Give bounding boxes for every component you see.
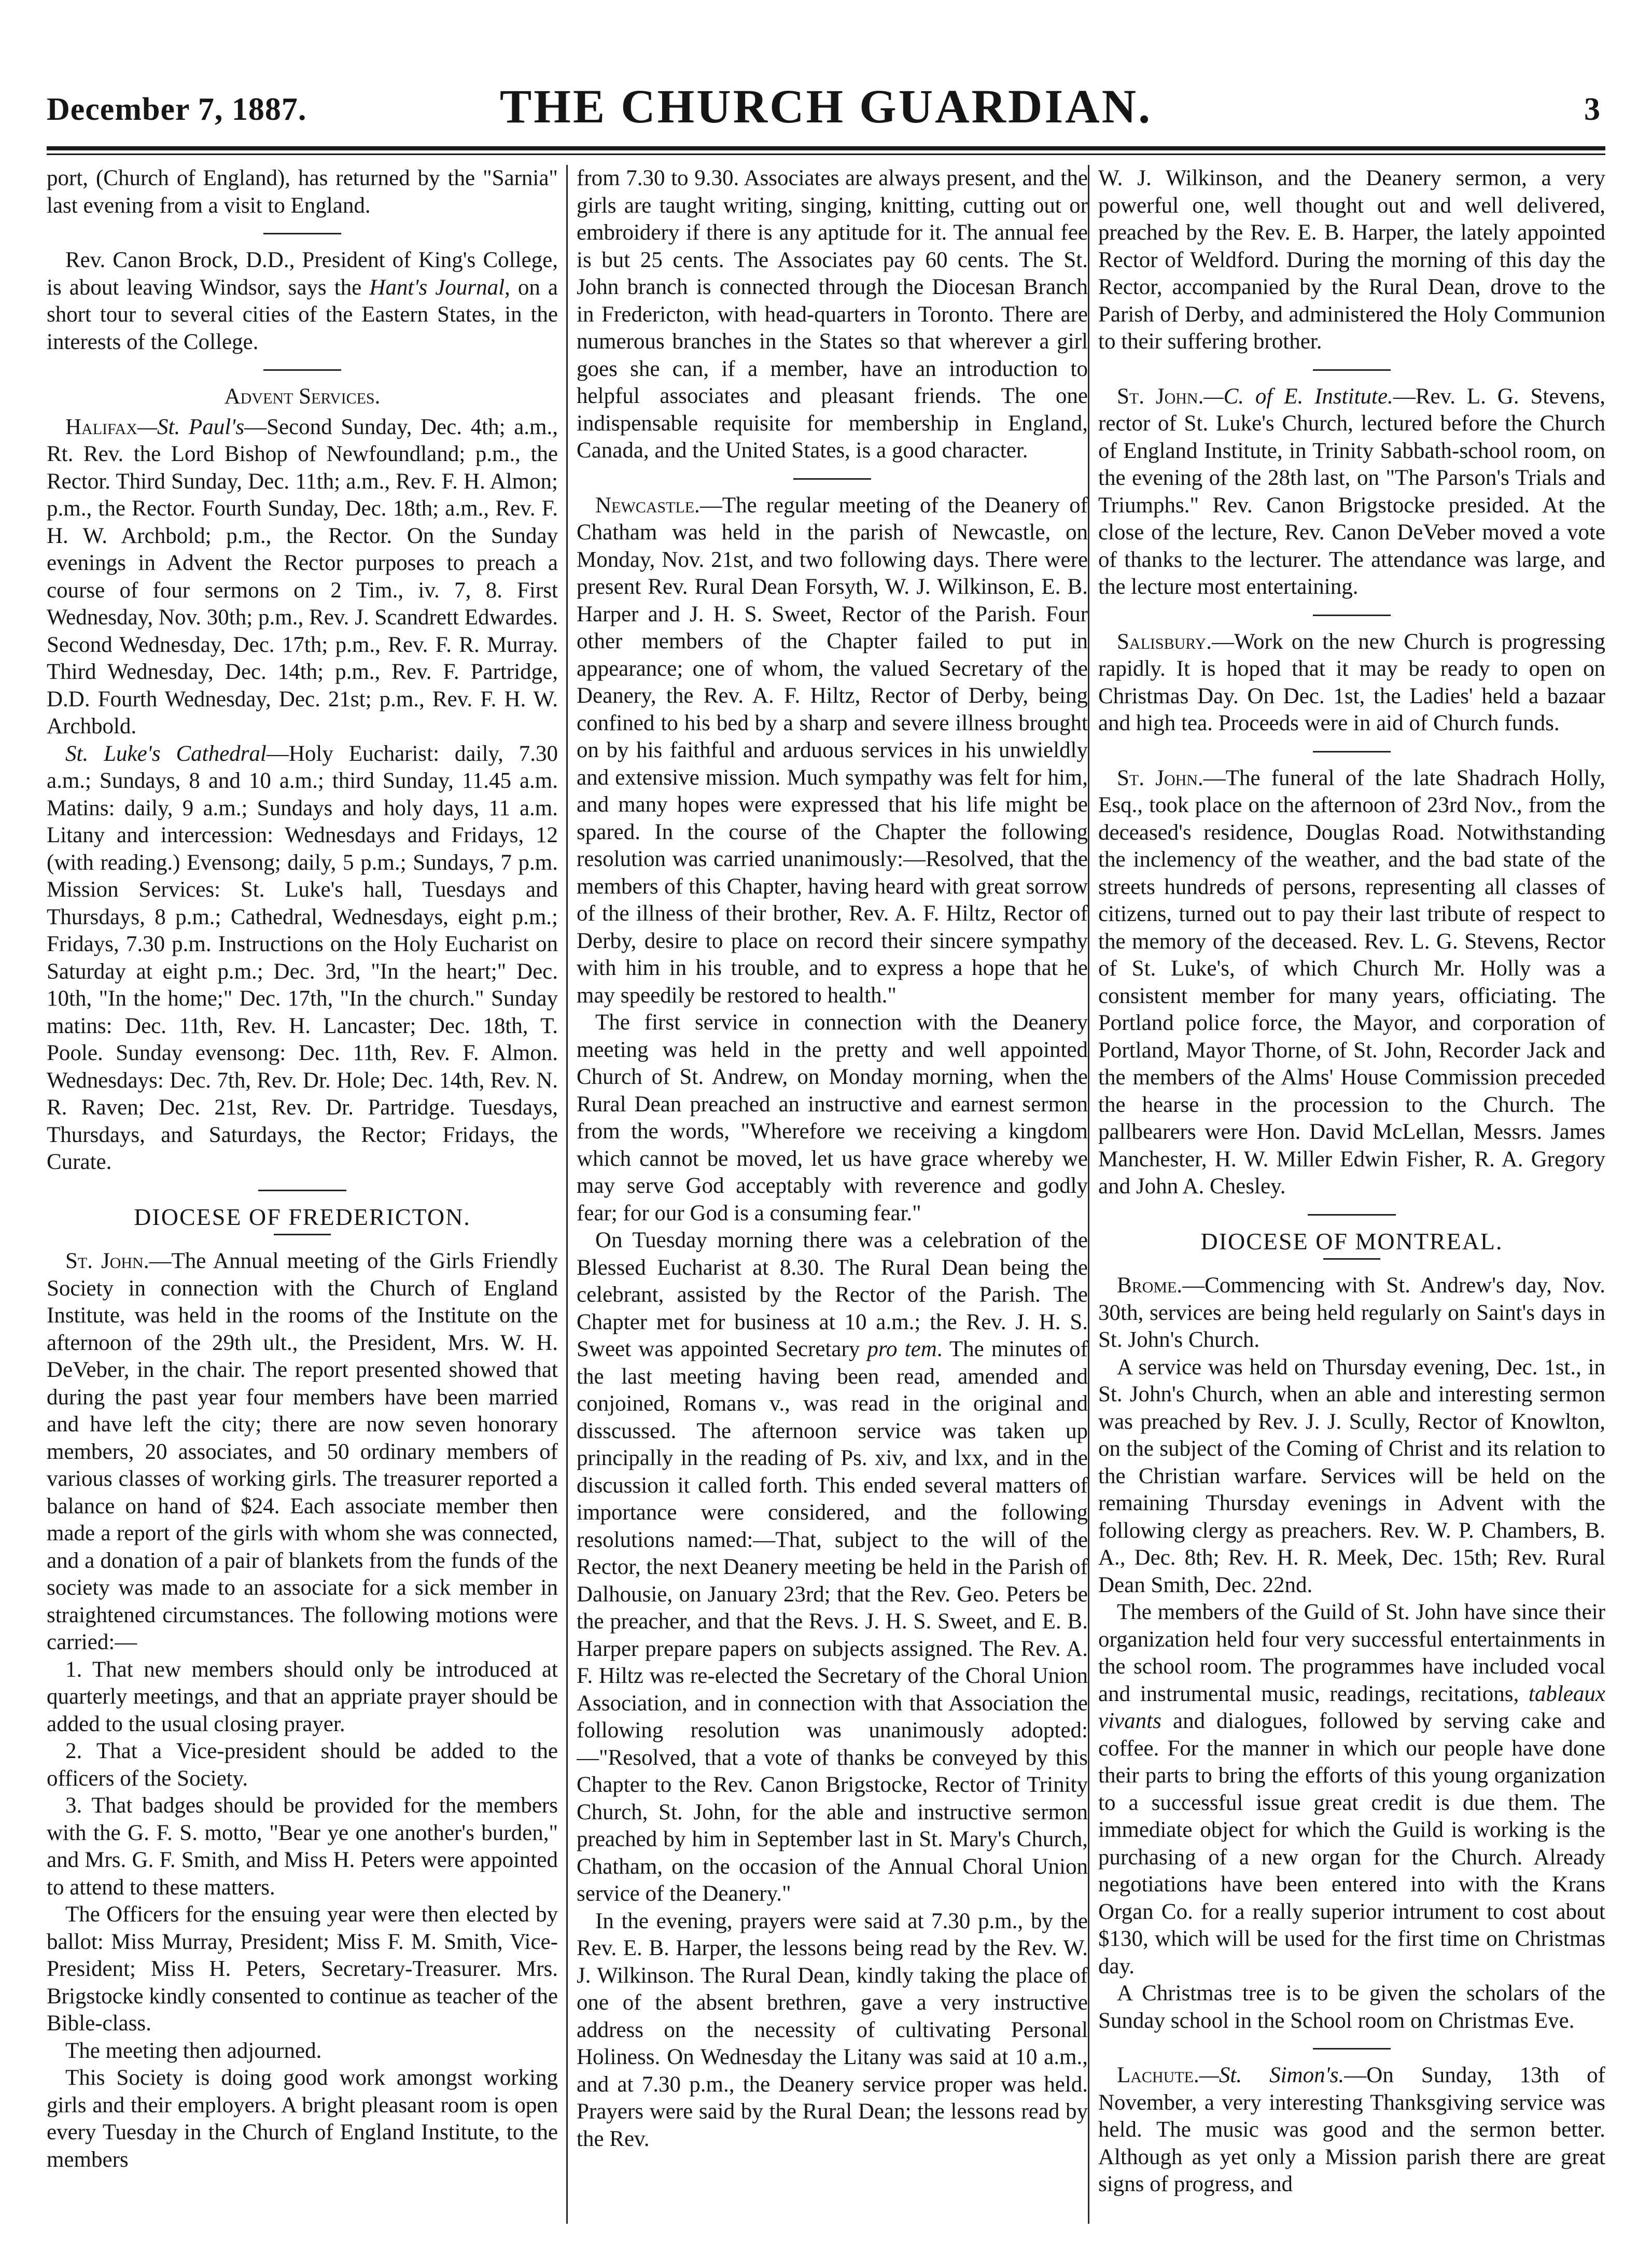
- header-rule-thin: [47, 154, 1605, 155]
- diocese-heading-montreal: DIOCESE OF MONTREAL.: [1200, 1228, 1503, 1255]
- article-christmas-tree: A Christmas tree is to be given the scholars of the Sunday school in the School room on Christmas Eve.: [1098, 1981, 1605, 2033]
- article-deanery-continued: W. J. Wilkinson, and the Deanery sermon, a very powerful one, well thought out and well delivered, preached by the Rev. E. B. Harper, the lately appointed Rector of Weldford. During the morning of this day the Rector, accompanied by the Rural Dean, drove to the Parish of Derby, and administered the Holy Communion to their suffering brother.: [1098, 166, 1605, 354]
- article-first-service: The first service in connection with the Deanery meeting was held in the pretty and well appointed Church of St. Andrew, on Monday morning, when the Rural Dean preached an instructive and earnest sermon from the words, "Wherefore we receiving a kingdom which cannot be moved, let us have grace whereby we may serve God acceptably with reverence and godly fear; for our God is a consuming fear.": [577, 1010, 1088, 1225]
- motion-1: 1. That new members should only be introduced at quarterly meetings, and that an appriate prayer should be added to the usual closing prayer.: [47, 1657, 558, 1736]
- separator-rule: [1313, 615, 1391, 616]
- article-institute: St. John.—C. of E. Institute.—Rev. L. G. Stevens, rector of St. Luke's Church, lectured before the Church of England Institute, in Trinity Sabbath-school room, on the evening of the 28th last, on "The Parson's Trials and Triumphs." Rev. Canon Brigstocke presided. At the close of the lecture, Rev. Canon DeVeber moved a vote of thanks to the lecturer. The attendance was large, and the lecture most entertaining.: [1098, 384, 1605, 599]
- article-st-lukes: St. Luke's Cathedral—Holy Eucharist: daily, 7.30 a.m.; Sundays, 8 and 10 a.m.; third Sunday, 11.45 a.m. Matins: daily, 9 a.m.; Sundays and holy days, 11 a.m. Litany and intercession: Wednesdays and Fridays, 12 (with reading.) Evensong; daily, 5 p.m.; Sundays, 7 p.m. Mission Services: St. Luke's hall, Tuesdays and Thursdays, 8 p.m.; Cathedral, Wednesdays, eight p.m.; Fridays, 7.30 p.m. Instructions on the Holy Eucharist on Saturday at eight p.m.; Dec. 3rd, "In the heart;" Dec. 10th, "In the home;" Dec. 17th, "In the church." Sunday matins: Dec. 11th, Rev. H. Lancaster; Dec. 18th, T. Poole. Sunday evensong: Dec. 11th, Rev. F. Almon. Wednesdays: Dec. 7th, Rev. Dr. Hole; Dec. 14th, Rev. N. R. Raven; Dec. 21st, Rev. Dr. Partridge. Tuesdays, Thursdays, and Saturdays, the Rector; Fridays, the Curate.: [47, 741, 558, 1174]
- separator-rule: [1313, 2048, 1391, 2050]
- separator-rule: [263, 369, 341, 371]
- article-society: This Society is doing good work amongst working girls and their employers. A bright pleasant room is open every Tuesday in the Church of England Institute, to the members: [47, 2066, 558, 2172]
- article-newcastle: Newcastle.—The regular meeting of the Deanery of Chatham was held in the parish of Newcastle, on Monday, Nov. 21st, and two following days. There were present Rev. Rural Dean Forsyth, W. J. Wilkinson, E. B. Harper and J. H. S. Sweet, Rector of the Parish. Four other members of the Chapter failed to put in appearance; one of whom, the valued Secretary of the Deanery, the Rev. A. F. Hiltz, Rector of Derby, being confined to his bed by a sharp and severe illness brought on by his faithful and arduous services in his unwieldly and extensive mission. Much sympathy was felt for him, and many hopes were expressed that his life might be spared. In the course of the Chapter the following resolution was carried unanimously:—Resolved, that the members of this Chapter, having heard with great sorrow of the illness of their brother, Rev. A. F. Hiltz, Rector of Derby, desire to place on record their sincere sympathy with him in his trouble, and to express a hope that he may speedily be restored to health.": [577, 493, 1088, 1008]
- article-guild: The members of the Guild of St. John have since their organization held four very successful entertainments in the school room. The programmes have included vocal and instrumental music, readings, recitations, tableaux vivants and dialogues, followed by serving cake and coffee. For the manner in which our people have done their parts to bring the efforts of this young organization to a successful issue great credit is due them. The immediate object for which the Guild is working is the purchasing of a new organ for the Church. Already negotiations have been entered into with the Krans Organ Co. for a really superior intrument to cost about $130, which will be used for the first time on Christmas day.: [1098, 1600, 1605, 1978]
- article-gfs-continued: from 7.30 to 9.30. Associates are always present, and the girls are taught writing, singing, knitting, cutting out or embroidery if there is any aptitude for it. The annual fee is but 25 cents. The Associates pay 60 cents. The St. John branch is connected through the Diocesan Branch in Fredericton, with head-quarters in Toronto. There are numerous branches in the States so that wherever a girl goes she can, if a member, have an introduction to helpful associates and pleasant friends. The one indispensable requisite for membership in England, Canada, and the United States, is a good character.: [577, 166, 1088, 463]
- page-number: 3: [1584, 92, 1600, 127]
- article-lachute: Lachute.—St. Simon's.—On Sunday, 13th of November, a very interesting Thanksgiving service was held. The music was good and the sermon better. Although as yet only a Mission parish there are great signs of progress, and: [1098, 2063, 1605, 2196]
- heading-underline: [1323, 1258, 1380, 1260]
- column-divider: [566, 165, 568, 2224]
- issue-date: December 7, 1887.: [47, 92, 307, 127]
- motion-3: 3. That badges should be provided for the members with the G. F. S. motto, "Bear ye one another's burden," and Mrs. G. F. Smith, and Miss H. Peters were appointed to attend to these matters.: [47, 1793, 558, 1900]
- separator-rule: [793, 478, 871, 480]
- column-1: [47, 165, 558, 2224]
- article-brome: Brome.—Commencing with St. Andrew's day, Nov. 30th, services are being held regularly on Saint's days in St. John's Church.: [1098, 1273, 1605, 1352]
- article-canon-brock: Rev. Canon Brock, D.D., President of King's College, is about leaving Windsor, says the Hant's Journal, on a short tour to several cities of the Eastern States, in the interests of the College.: [47, 248, 558, 354]
- article-officers: The Officers for the ensuing year were then elected by ballot: Miss Murray, President; Miss F. M. Smith, Vice-President; Miss H. Peters, Secretary-Treasurer. Mrs. Brigstocke kindly consented to continue as teacher of the Bible-class.: [47, 1902, 558, 2036]
- page-header: [47, 78, 1605, 140]
- separator-rule: [1313, 751, 1391, 752]
- article-tuesday: On Tuesday morning there was a celebration of the Blessed Eucharist at 8.30. The Rural Dean being the celebrant, assisted by the Rector of the Parish. The Chapter met for business at 10 a.m.; the Rev. J. H. S. Sweet was appointed Secretary pro tem. The minutes of the last meeting having been read, amended and conjoined, Romans v., was read in the original and disscussed. The afternoon service was taken up principally in the reading of Ps. xiv, and lxx, and in the discussion it called forth. This ended several matters of importance were considered, and the following resolutions named:—That, subject to the will of the Rector, the next Deanery meeting be held in the Parish of Dalhousie, on January 23rd; that the Rev. Geo. Peters be the preacher, and that the Revs. J. H. S. Sweet, and E. B. Harper prepare papers on subjects assigned. The Rev. A. F. Hiltz was re-elected the Secretary of the Choral Union Association, and in connection with that Association the following resolution was unanimously adopted:—"Resolved, that a vote of thanks be conveyed by this Chapter to the Rev. Canon Brigstocke, Rector of Trinity Church, St. John, for the able and instructive sermon preached by him in September last in St. Mary's Church, Chatham, on the occasion of the Annual Choral Union service of the Deanery.": [577, 1228, 1088, 1906]
- article-adjourned: The meeting then adjourned.: [65, 2038, 322, 2063]
- article-salisbury: Salisbury.—Work on the new Church is progressing rapidly. It is hoped that it may be ready to open on Christmas Day. On Dec. 1st, the Ladies' held a bazaar and high tea. Proceeds were in aid of Church funds.: [1098, 629, 1605, 735]
- column-3: [1098, 165, 1605, 2224]
- article-halifax: Halifax—St. Paul's—Second Sunday, Dec. 4th; a.m., Rt. Rev. the Lord Bishop of Newfoundland; p.m., the Rector. Third Sunday, Dec. 11th; a.m., Rev. F. H. Almon; p.m., the Rector. Fourth Sunday, Dec. 18th; a.m., Rev. F. H. W. Archbold; p.m., the Rector. On the Sunday evenings in Advent the Rector purposes to preach a course of four sermons on 2 Tim., iv. 7, 8. First Wednesday, Nov. 30th; p.m., Rev. J. Scandrett Edwardes. Second Wednesday, Dec. 17th; p.m., Rev. F. R. Murray. Third Wednesday, Dec. 14th; p.m., Rev. F. Partridge, D.D. Fourth Wednesday, Dec. 21st; p.m., Rev. F. H. W. Archbold.: [47, 414, 558, 738]
- article-funeral: St. John.—The funeral of the late Shadrach Holly, Esq., took place on the afternoon of 23rd Nov., from the deceased's residence, Douglas Road. Notwithstanding the inclemency of the weather, and the bad state of the streets hundreds of persons, representing all classes of citizens, turned out to pay their last tribute of respect to the memory of the deceased. Rev. L. G. Stevens, Rector of St. Luke's, of which Church Mr. Holly was a consistent member for many years, officiating. The Portland police force, the Mayor, and corporation of Portland, Mayor Thorne, of St. John, Recorder Jack and the members of the Alms' House Commission preceded the hearse in the procession to the Church. The pallbearers were Hon. David McLellan, Messrs. James Manchester, H. W. Miller Edwin Fisher, R. A. Gregory and John A. Chesley.: [1098, 765, 1605, 1198]
- article-gfs: St. John.—The Annual meeting of the Girls Friendly Society in connection with the Church of England Institute, was held in the rooms of the Institute on the afternoon of the 29th ult., the President, Mrs. W. H. DeVeber, in the chair. The report presented showed that during the past year four members have been married and have left the city; there are now seven honorary members, 20 associates, and 50 ordinary members of various classes of working girls. The treasurer reported a balance on hand of $24. Each associate member then made a report of the girls with whom she was connected, and a donation of a pair of blankets from the funds of the society was made to an associate for a sick member in straightened circumstances. The following motions were carried:—: [47, 1249, 558, 1654]
- column-2: [577, 165, 1088, 2224]
- article-thursday-service: A service was held on Thursday evening, Dec. 1st., in St. John's Church, when an able and interesting sermon was preached by Rev. J. J. Scully, Rector of Knowlton, on the subject of the Coming of Christ and its relation to the Christian warfare. Services will be held on the remaining Thursday evenings in Advent with the following clergy as preachers. Rev. W. P. Chambers, B. A., Dec. 8th; Rev. H. R. Meek, Dec. 15th; Rev. Rural Dean Smith, Dec. 22nd.: [1098, 1355, 1605, 1597]
- separator-rule: [258, 1190, 346, 1191]
- advent-services-heading: Advent Services.: [224, 384, 381, 409]
- header-rule: [47, 146, 1605, 150]
- masthead-title: THE CHURCH GUARDIAN.: [499, 80, 1153, 133]
- article-sarnia: port, (Church of England), has returned by the "Sarnia" last evening from a visit to England.: [47, 166, 558, 218]
- separator-rule: [1308, 1214, 1396, 1216]
- separator-rule: [1313, 369, 1391, 371]
- column-divider: [1088, 165, 1089, 2224]
- heading-underline: [274, 1234, 331, 1235]
- separator-rule: [263, 233, 341, 234]
- article-evening: In the evening, prayers were said at 7.30 p.m., by the Rev. E. B. Harper, the lessons being read by the Rev. W. J. Wilkinson. The Rural Dean, kindly taking the place of one of the absent brethren, gave a very instructive address on the necessity of cultivating Personal Holiness. On Wednesday the Litany was said at 10 a.m., and at 7.30 p.m., the Deanery service proper was held. Prayers were said by the Rural Dean; the lessons read by the Rev.: [577, 1908, 1088, 2151]
- diocese-heading-fredericton: DIOCESE OF FREDERICTON.: [134, 1203, 471, 1230]
- motion-2: 2. That a Vice-president should be added to the officers of the Society.: [47, 1739, 558, 1791]
